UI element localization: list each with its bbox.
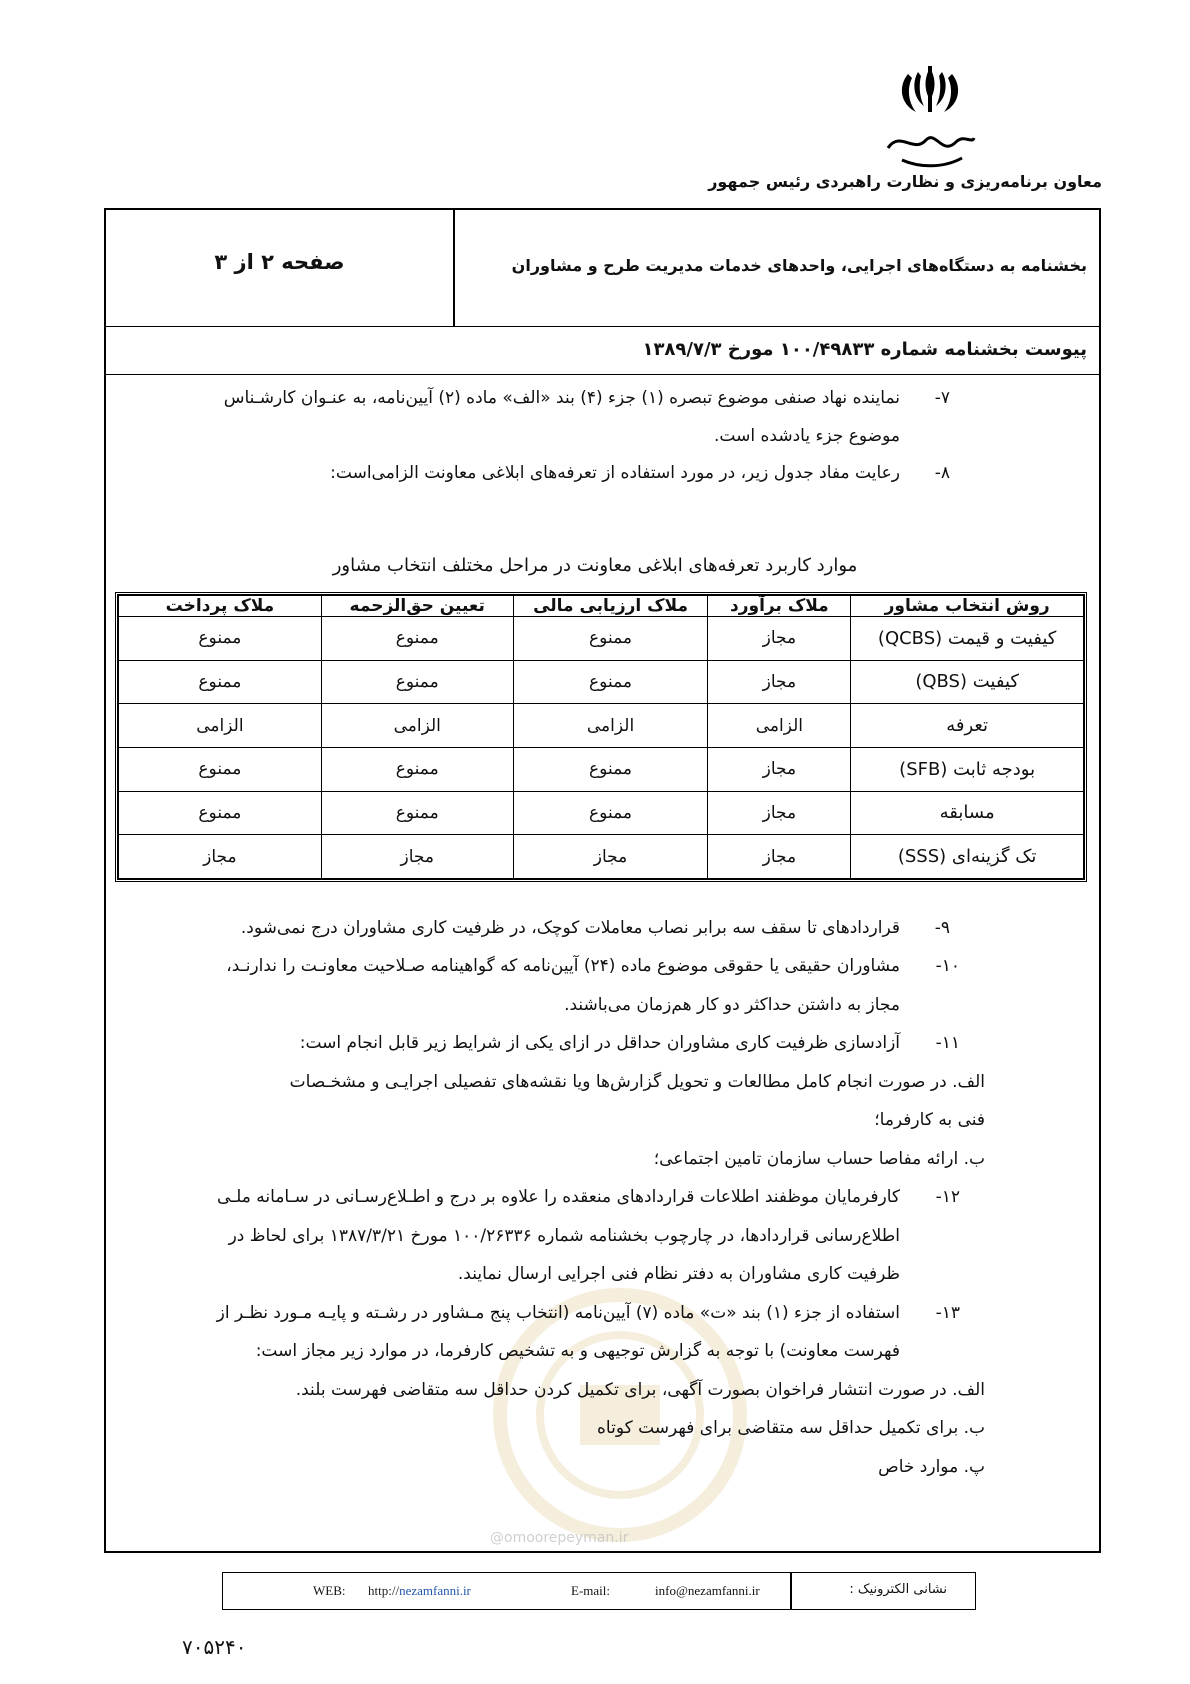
table-cell: مجاز [119,835,322,879]
item-11-clause-a-line-1: الف. در صورت انجام کامل مطالعات و تحویل گزارش‌ها ویا نقشه‌های تفصیلی اجرایـی و مشخـصات [289,1072,985,1092]
item-8-number: ۸- [934,463,950,483]
email-link[interactable]: info@nezamfanni.ir [655,1583,760,1598]
item-10-line-2: مجاز به داشتن حداکثر دو کار هم‌زمان می‌باشند. [564,995,900,1015]
item-11-number: ۱۱- [935,1033,960,1053]
web-label: WEB: [313,1583,346,1598]
table-row [119,791,1084,835]
website-link[interactable] [368,1583,471,1599]
organization-name: معاون برنامه‌ریزی و نظارت راهبردی رئیس جمهور [708,172,1102,191]
reference-row [106,327,1099,375]
table-cell: ممنوع [119,791,322,835]
table-cell: مسابقه [851,791,1084,835]
email-label: E-mail: [571,1583,610,1598]
table-cell: تعرفه [851,704,1084,748]
table-cell: ممنوع [119,660,322,704]
website-prefix: http:// [368,1583,400,1598]
item-11-clause-a-line-2: فنی به کارفرما؛ [874,1110,985,1130]
item-13-clause-a: الف. در صورت انتشار فراخوان بصورت آگهی، برای تکمیل کردن حداقل سه متقاضی فهرست بلند. [295,1380,985,1400]
item-12-line-1: کارفرمایان موظفند اطلاعات قراردادهای منعقده را علاوه بر درج و اطـلاع‌رسـانی در سـامانه ملـی [217,1187,900,1207]
col-header-financial-evaluation: ملاک ارزیابی مالی [513,596,708,617]
table-row [119,660,1084,704]
page-label: صفحه ۲ از ۳ [214,250,345,274]
item-8-line-1: رعایت مفاد جدول زیر، در مورد استفاده از تعرفه‌های ابلاغی معاونت الزامی‌است: [330,463,900,483]
table-row [119,747,1084,791]
memo-subject: بخشنامه به دستگاه‌های اجرایی، واحدهای خدمات مدیریت طرح و مشاوران [511,256,1087,275]
table-cell: ممنوع [119,617,322,661]
table-cell: ممنوع [321,660,513,704]
table-cell: مجاز [708,791,851,835]
table-cell: ممنوع [513,617,708,661]
table-row [119,835,1084,879]
table-cell: ممنوع [321,747,513,791]
footer-divider [790,1573,792,1609]
table-row [119,617,1084,661]
table-cell: مجاز [708,660,851,704]
col-header-method: روش انتخاب مشاور [851,596,1084,617]
item-13-clause-c: پ. موارد خاص [878,1457,985,1477]
table-cell: مجاز [513,835,708,879]
col-header-estimate: ملاک برآورد [708,596,851,617]
table-cell: مجاز [708,617,851,661]
table-cell: الزامی [119,704,322,748]
item-13-line-1: استفاده از جزء (۱) بند «ت» ماده (۷) آیین‌نامه (انتخاب پنج مـشاور در رشـته و پایـه مـورد نظـر از [216,1303,900,1323]
table-cell: ممنوع [119,747,322,791]
table-cell: ممنوع [513,747,708,791]
document-number: ۷۰۵۲۴۰ [182,1635,247,1659]
table-cell: الزامی [321,704,513,748]
item-13-number: ۱۳- [935,1303,960,1323]
table-caption: موارد کاربرد تعرفه‌های ابلاغی معاونت در مراحل مختلف انتخاب مشاور [332,555,858,576]
item-12-line-2: اطلاع‌رسانی قراردادها، در چارچوب بخشنامه شماره ۱۰۰/۲۶۳۳۶ مورخ ۱۳۸۷/۳/۲۱ برای لحاظ در [228,1226,900,1246]
table-cell: مجاز [708,835,851,879]
item-13-line-2: فهرست معاونت) با توجه به گزارش توجیهی و به تشخیص کارفرما، در موارد زیر مجاز است: [255,1341,900,1361]
item-12-line-3: ظرفیت کاری مشاوران به دفتر نظام فنی اجرایی ارسال نمایند. [457,1264,900,1284]
iran-emblem-icon [880,60,980,180]
table-cell: مجاز [708,747,851,791]
item-12-number: ۱۲- [935,1187,960,1207]
table-cell: الزامی [708,704,851,748]
item-11-line-1: آزادسازی ظرفیت کاری مشاوران حداقل در ازای یکی از شرایط زیر قابل انجام است: [299,1033,900,1053]
item-13-clause-b: ب. برای تکمیل حداقل سه متقاضی برای فهرست کوتاه [597,1418,985,1438]
item-7-line-2: موضوع جزء یادشده است. [714,426,900,446]
header-divider [453,210,455,327]
table-cell: مجاز [321,835,513,879]
header-row [106,210,1099,327]
col-header-payment: ملاک پرداخت [119,596,322,617]
table-cell: کیفیت (QBS) [851,660,1084,704]
item-7-number: ۷- [934,388,950,408]
website-domain: nezamfanni.ir [399,1583,471,1598]
tariff-table [115,592,1087,882]
table-header-row [119,596,1084,617]
table-cell: بودجه ثابت (SFB) [851,747,1084,791]
item-9-number: ۹- [934,918,950,938]
table-cell: تک گزینه‌ای (SSS) [851,835,1084,879]
memo-reference: پیوست بخشنامه شماره ۱۰۰/۴۹۸۳۳ مورخ ۱۳۸۹/۷/۳ [642,339,1087,360]
table-cell: الزامی [513,704,708,748]
watermark-text: @omoorepeyman.ir [490,1530,629,1546]
table-cell: ممنوع [321,791,513,835]
contact-footer [222,1572,976,1610]
table-cell: ممنوع [513,660,708,704]
table-cell: ممنوع [321,617,513,661]
table-row [119,704,1084,748]
item-9-line-1: قراردادهای تا سقف سه برابر نصاب معاملات کوچک، در ظرفیت کاری مشاوران درج نمی‌شود. [240,918,900,938]
item-10-line-1: مشاوران حقیقی یا حقوقی موضوع ماده (۲۴) آیین‌نامه که گواهینامه صـلاحیت معاونـت را ندارنـد، [226,956,900,976]
table-cell: ممنوع [513,791,708,835]
item-7-line-1: نماینده نهاد صنفی موضوع تبصره (۱) جزء (۴) بند «الف» ماده (۲) آیین‌نامه، به عنـوان کارشـناس [223,388,900,408]
electronic-address-label: نشانی الکترونیک : [849,1582,947,1597]
table-cell: کیفیت و قیمت (QCBS) [851,617,1084,661]
item-11-clause-b: ب. ارائه مفاصا حساب سازمان تامین اجتماعی؛ [653,1149,985,1169]
item-10-number: ۱۰- [935,956,960,976]
col-header-fee-determination: تعیین حق‌الزحمه [321,596,513,617]
